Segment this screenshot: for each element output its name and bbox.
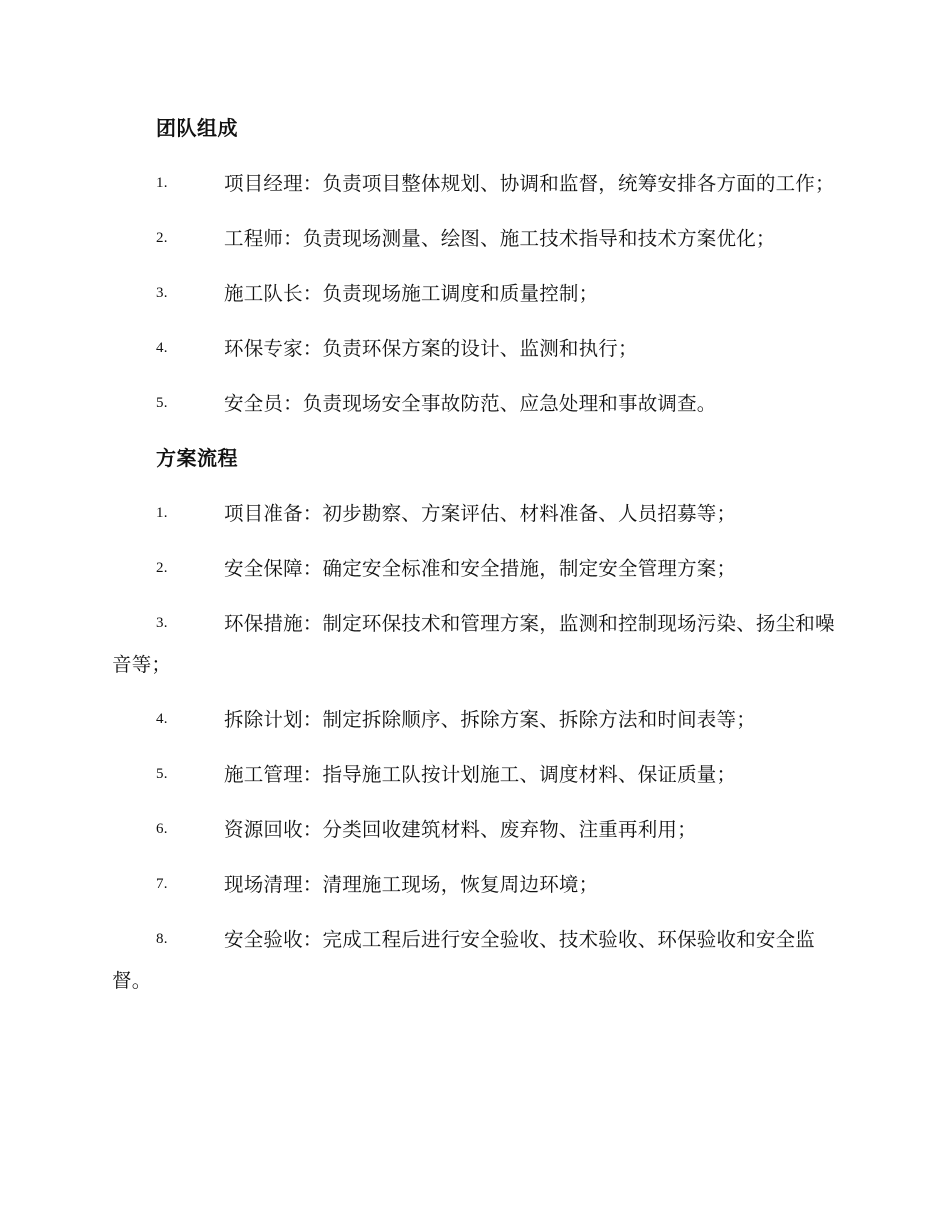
list-item <box>112 548 837 589</box>
list-item-number: 3. <box>156 615 168 631</box>
section-heading-process: 方案流程 <box>156 446 238 470</box>
list-item-text: 拆除计划：制定拆除顺序、拆除方案、拆除方法和时间表等； <box>224 708 756 731</box>
list-item <box>112 383 837 424</box>
list-item-number: 8. <box>156 931 168 947</box>
list-item <box>112 919 837 1001</box>
list-item-number: 5. <box>156 766 168 782</box>
list-item-number: 5. <box>156 395 168 411</box>
list-item <box>112 273 837 314</box>
list-item <box>112 603 837 685</box>
list-item-text: 施工管理：指导施工队按计划施工、调度材料、保证质量； <box>224 763 737 786</box>
list-item-number: 6. <box>156 821 168 837</box>
list-item-number: 4. <box>156 340 168 356</box>
list-item-text: 项目经理：负责项目整体规划、协调和监督，统筹安排各方面的工作； <box>224 172 835 195</box>
list-item-number: 1. <box>156 505 168 521</box>
list-item-text: 项目准备：初步勘察、方案评估、材料准备、人员招募等； <box>224 502 737 525</box>
list-item-number: 2. <box>156 230 168 246</box>
list-item-text: 工程师：负责现场测量、绘图、施工技术指导和技术方案优化； <box>224 227 776 250</box>
list-item-text: 环保措施：制定环保技术和管理方案，监测和控制现场污染、扬尘和噪音等； <box>112 612 835 676</box>
document-content <box>112 108 837 1015</box>
list-item-number: 3. <box>156 285 168 301</box>
list-item-number: 4. <box>156 711 168 727</box>
list-item <box>112 809 837 850</box>
list-item-text: 安全员：负责现场安全事故防范、应急处理和事故调查。 <box>224 392 717 415</box>
list-item <box>112 328 837 369</box>
list-item-text: 现场清理：清理施工现场，恢复周边环境； <box>224 873 599 896</box>
list-item <box>112 218 837 259</box>
list-item-text: 安全验收：完成工程后进行安全验收、技术验收、环保验收和安全监督。 <box>112 928 816 992</box>
list-item-number: 7. <box>156 876 168 892</box>
list-item <box>112 163 837 204</box>
list-item <box>112 754 837 795</box>
list-item-number: 2. <box>156 560 168 576</box>
list-item <box>112 864 837 905</box>
list-item-text: 环保专家：负责环保方案的设计、监测和执行； <box>224 337 638 360</box>
section-heading-team: 团队组成 <box>156 116 238 140</box>
list-item-number: 1. <box>156 175 168 191</box>
list-item-text: 施工队长：负责现场施工调度和质量控制； <box>224 282 599 305</box>
list-item <box>112 699 837 740</box>
list-item-text: 资源回收：分类回收建筑材料、废弃物、注重再利用； <box>224 818 697 841</box>
list-item-text: 安全保障：确定安全标准和安全措施，制定安全管理方案； <box>224 557 737 580</box>
list-item <box>112 493 837 534</box>
